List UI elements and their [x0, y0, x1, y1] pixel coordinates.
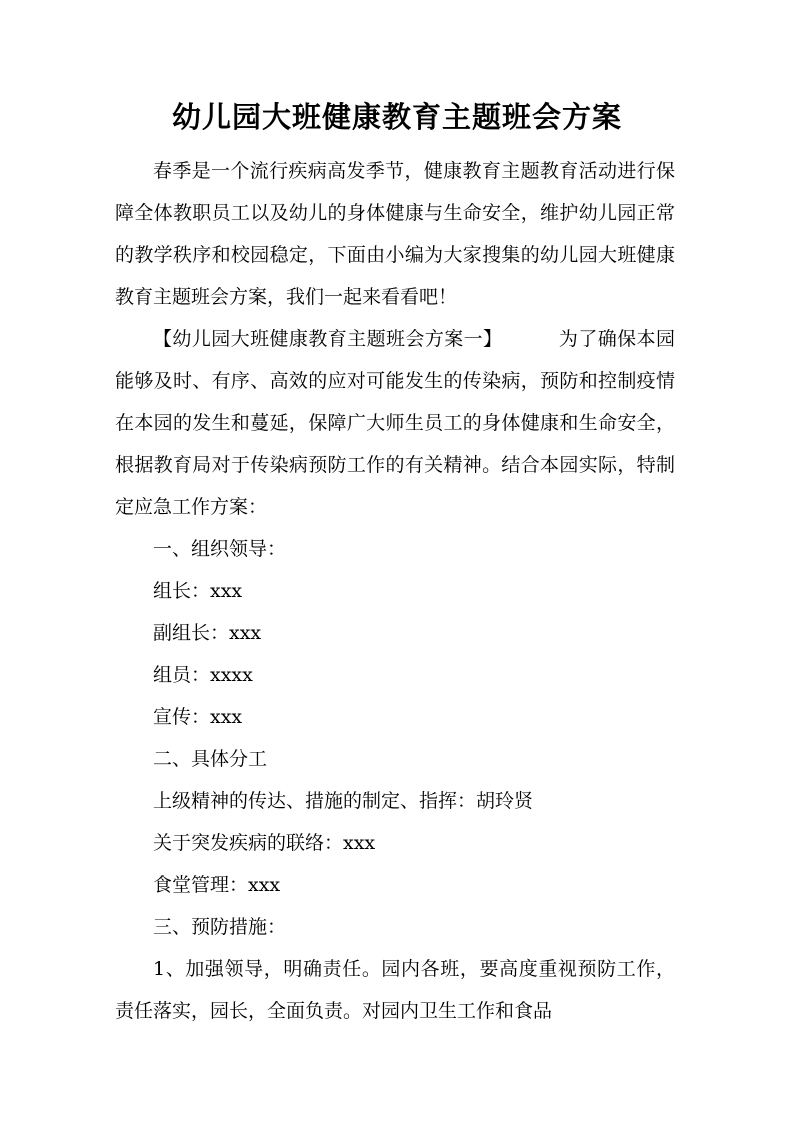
section1-text: 为了确保本园能够及时、有序、高效的应对可能发生的传染病，预防和控制疫情在本园的发生和蔓延，保障广大师生员工的身体健康和生命安全，根据教育局对于传染病预防工作的有关精神。结合本园实际，特制定应急工作方案：: [115, 328, 675, 518]
duties-heading: 二、具体分工: [153, 748, 268, 770]
org-members: 组员：xxxx: [153, 664, 253, 686]
intro-paragraph: 春季是一个流行疾病高发季节，健康教育主题教育活动进行保障全体教职员工以及幼儿的身体健康与生命安全，维护幼儿园正常的教学秩序和校园稳定，下面由小编为大家搜集的幼儿园大班健康教育主题班会方案，我们一起来看看吧！: [115, 160, 675, 308]
org-deputy: 副组长：xxx: [153, 622, 262, 644]
document-title: 幼儿园大班健康教育主题班会方案: [171, 100, 622, 134]
duties-command: 上级精神的传达、措施的制定、指挥：胡玲贤: [153, 790, 534, 812]
org-heading: 一、组织领导：: [153, 538, 287, 560]
org-leader: 组长：xxx: [153, 580, 243, 602]
section1-heading: 【幼儿园大班健康教育主题班会方案一】: [153, 328, 503, 350]
org-publicity: 宣传：xxx: [153, 706, 243, 728]
prevention-item1: 1、加强领导，明确责任。园内各班，要高度重视预防工作，责任落实，园长，全面负责。对园内卫生工作和食品: [115, 958, 675, 1022]
prevention-heading: 三、预防措施：: [153, 916, 287, 938]
section1-paragraph: [115, 318, 675, 528]
document-body: [115, 150, 675, 1032]
duties-canteen: 食堂管理：xxx: [153, 874, 281, 896]
duties-liaison: 关于突发疾病的联络：xxx: [153, 832, 376, 854]
